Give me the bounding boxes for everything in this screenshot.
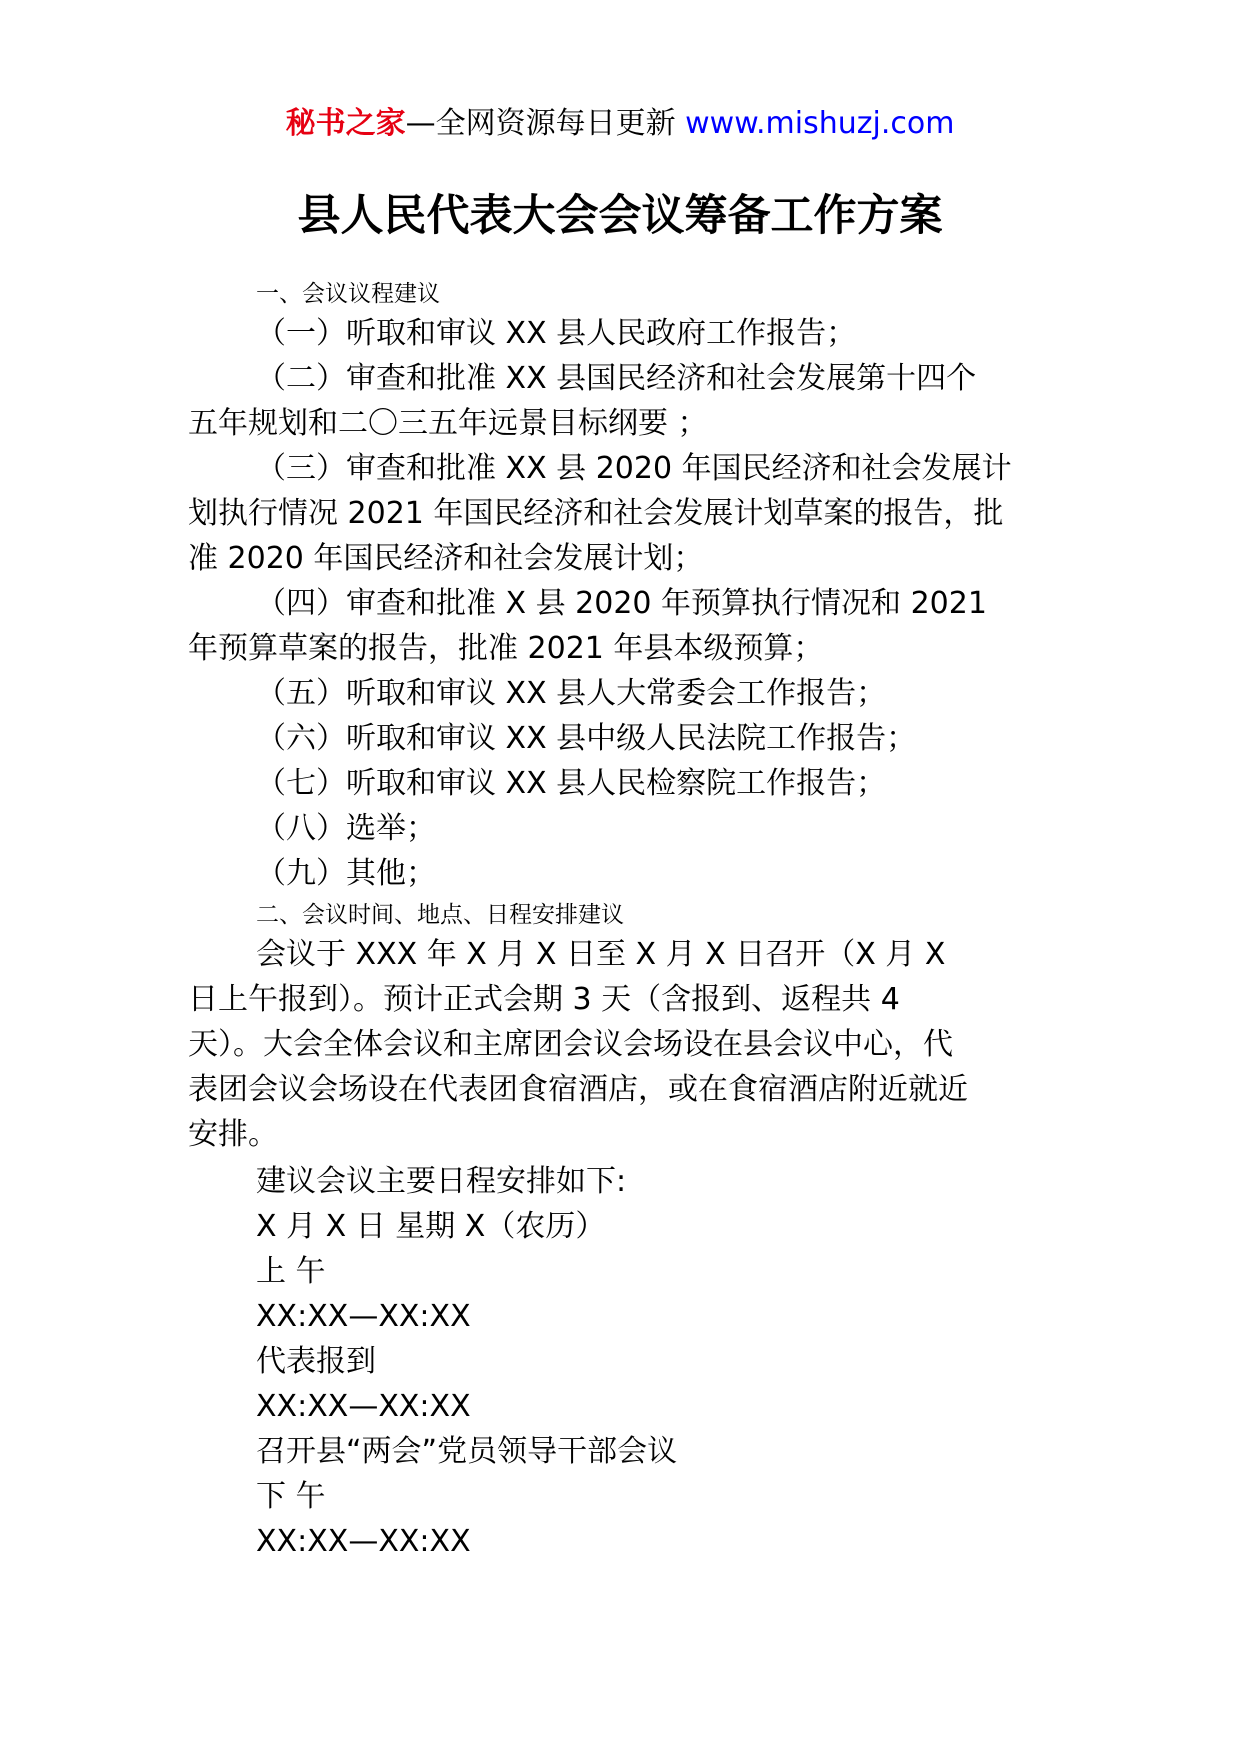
agenda-item: （五）听取和审议 XX 县人大常委会工作报告； [256, 676, 887, 711]
agenda-item: （二）审查和批准 XX 县国民经济和社会发展第十四个五年规划和二〇三五年远景目标纲要 ； [188, 361, 977, 441]
document-title: 县人民代表大会会议筹备工作方案 [297, 191, 943, 241]
section-heading-schedule: 二、会议时间、地点、日程安排建议 [256, 902, 624, 928]
brand-name: 秘书之家 [285, 106, 406, 141]
agenda-item: （四）审查和批准 X 县 2020 年预算执行情况和 2021 年预算草案的报告，批准 2021 年县本级预算； [188, 586, 987, 666]
header-slogan: —全网资源每日更新 [405, 106, 676, 141]
agenda-item: （七）听取和审议 XX 县人民检察院工作报告； [256, 766, 887, 801]
section-heading-agenda: 一、会议议程建议 [256, 281, 440, 307]
agenda-item: （六）听取和审议 XX 县中级人民法院工作报告； [256, 721, 917, 756]
schedule-date: X 月 X 日 星期 X（农历） [256, 1209, 606, 1244]
schedule-time: XX:XX—XX:XX [256, 1389, 471, 1424]
schedule-time: XX:XX—XX:XX [256, 1299, 471, 1334]
agenda-item: （九）其他； [256, 856, 436, 891]
schedule-intro: 建议会议主要日程安排如下: [256, 1164, 627, 1199]
schedule-time: XX:XX—XX:XX [256, 1524, 471, 1559]
document-body [188, 275, 1088, 1564]
site-url-link[interactable]: www.mishuzj.com [685, 106, 955, 141]
schedule-period: 下 午 [256, 1479, 326, 1514]
agenda-item: （一）听取和审议 XX 县人民政府工作报告； [256, 316, 857, 351]
schedule-event: 代表报到 [256, 1344, 376, 1379]
schedule-event: 召开县“两会”党员领导干部会议 [256, 1434, 678, 1469]
schedule-period: 上 午 [256, 1254, 326, 1289]
site-header [0, 104, 1240, 144]
agenda-item: （八）选举； [256, 811, 436, 846]
agenda-item: （三）审查和批准 XX 县 2020 年国民经济和社会发展计划执行情况 2021 年国民经济和社会发展计划草案的报告，批准 2020 年国民经济和社会发展计划； [188, 451, 1012, 576]
schedule-paragraph: 会议于 XXX 年 X 月 X 日至 X 月 X 日召开（X 月 X 日上午报到）。预计正式会期 3 天（含报到、返程共 4 天）。大会全体会议和主席团会议会场设在县会议中心，代表团会议会场设在代表团食宿酒店，或在食宿酒店附近就近安排。 [188, 937, 968, 1152]
